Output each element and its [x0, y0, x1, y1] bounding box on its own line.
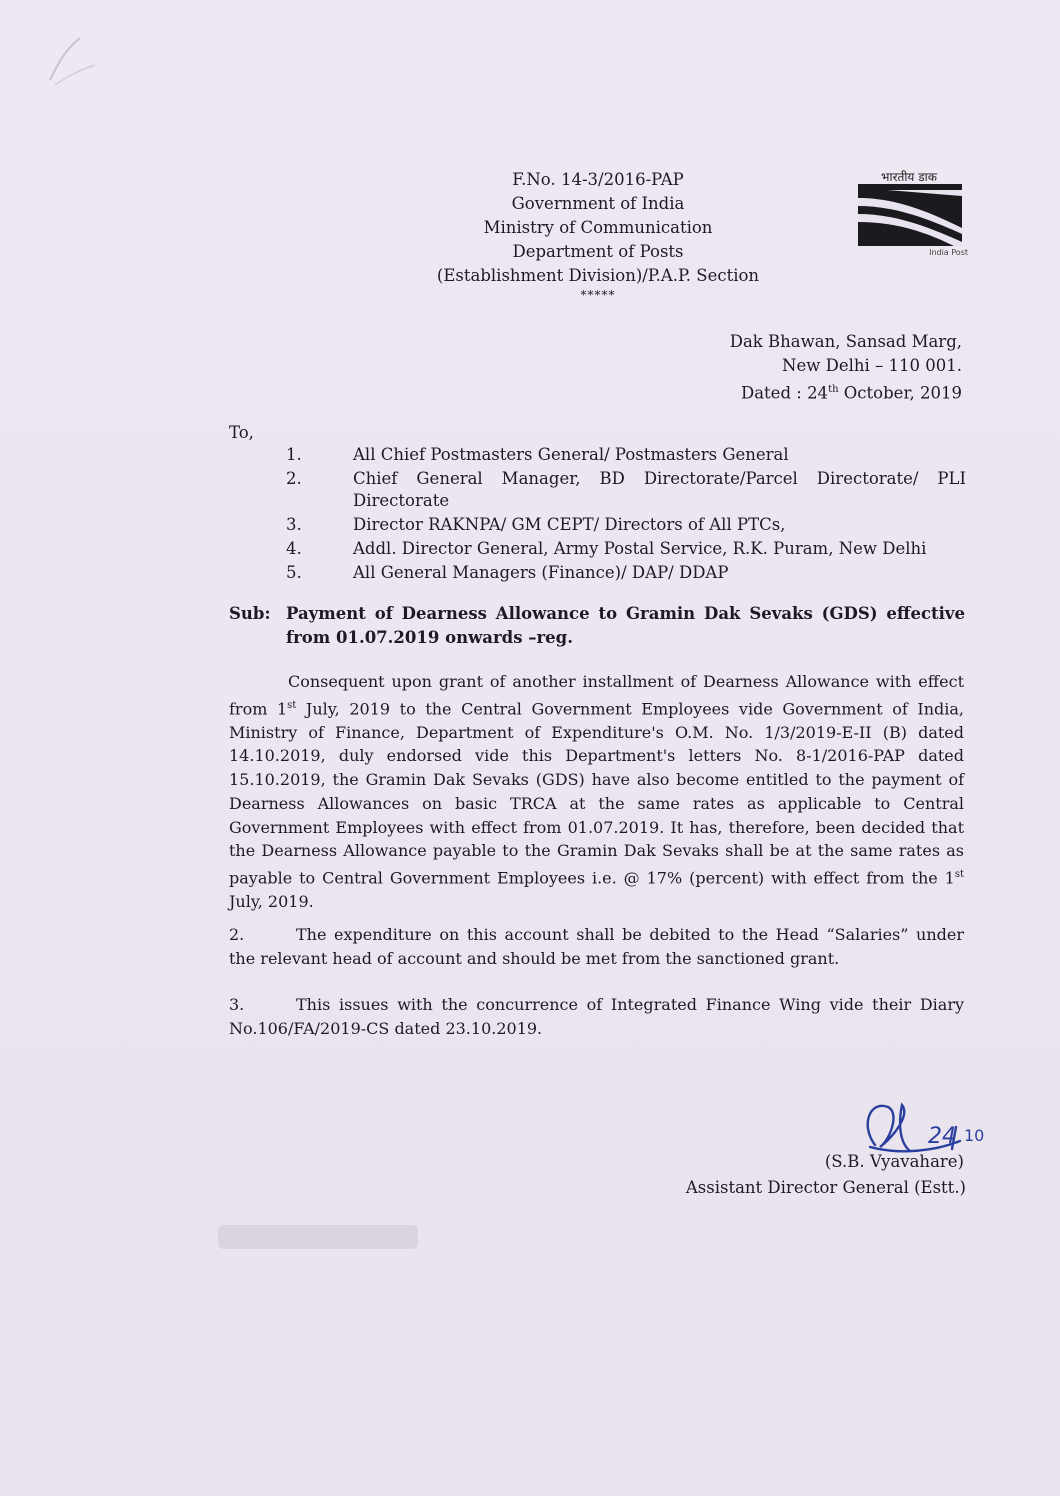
superscript-st: st — [954, 868, 964, 880]
paragraph-1 — [229, 670, 964, 914]
list-item — [286, 468, 966, 512]
subject-line — [229, 602, 965, 650]
date-suffix: th — [828, 384, 839, 395]
date-rest: October, 2019 — [843, 383, 962, 403]
recipient-number: 4. — [286, 539, 302, 558]
sender-address — [730, 330, 962, 406]
header-government: Government of India — [511, 194, 685, 213]
superscript-st: st — [287, 699, 297, 711]
logo-hindi-text: भारतीय डाक — [881, 170, 937, 184]
header-section: (Establishment Division)/P.A.P. Section — [436, 266, 760, 285]
subject-label: Sub: — [229, 604, 271, 623]
paragraph-3 — [229, 993, 964, 1040]
paragraph-2-text: The expenditure on this account shall be debited to the Head “Salaries” under the relevant head of account and should be met from the sanctioned grant. — [229, 925, 964, 968]
signature-date-number: 24 — [928, 1124, 956, 1149]
list-item — [286, 538, 966, 560]
recipient-text: All General Managers (Finance)/ DAP/ DDAP — [353, 563, 729, 582]
paragraph-number: 3. — [229, 995, 245, 1014]
paragraph-1-part-b: July, 2019 to the Central Government Employees vide Government of India, Ministry of Finance, Department of Expenditure's O.M. No. 1/3/2019-E-II (B) dated 14.10.2019, duly endorsed vide this Department's letters No. 8-1/2016-PAP dated 15.10.2019, the Gramin Dak Sevaks (GDS) have also become entitled to the payment of Dearness Allowances on basic TRCA at the same rates as applicable to Central Government Employees with effect from 01.07.2019. It has, therefore, been decided that the Dearness Allowance payable to the Gramin Dak Sevaks shall be at the same rates as payable to Central Government Employees i.e. @ 17% (percent) with effect from the 1 — [229, 699, 965, 888]
date-label: Dated : — [740, 383, 802, 403]
address-line-1: Dak Bhawan, Sansad Marg, — [729, 332, 962, 351]
subject-text: Payment of Dearness Allowance to Gramin Dak Sevaks (GDS) effective from 01.07.2019 onwards –reg. — [286, 604, 965, 647]
paragraph-1-part-c: July, 2019. — [229, 891, 314, 911]
header-department: Department of Posts — [512, 242, 684, 261]
signature-month-number: 10 — [964, 1126, 985, 1145]
recipient-text: Chief General Manager, BD Directorate/Parcel Directorate/ PLI Directorate — [353, 469, 966, 510]
paragraph-3-text: This issues with the concurrence of Integrated Finance Wing vide their Diary No.106/FA/2019-CS dated 23.10.2019. — [229, 995, 964, 1038]
stamp-smudge — [218, 1225, 418, 1249]
paragraph-2 — [229, 923, 964, 970]
list-item — [286, 562, 966, 584]
recipient-number: 1. — [286, 445, 302, 464]
address-line-2: New Delhi – 110 001. — [782, 356, 962, 375]
recipient-list — [286, 444, 966, 586]
list-item — [286, 514, 966, 536]
letter-header — [398, 168, 798, 302]
signatory-name: (S.B. Vyavahare) — [824, 1152, 964, 1171]
recipient-number: 3. — [286, 515, 302, 534]
logo-caption: India Post — [929, 248, 968, 257]
recipient-text: All Chief Postmasters General/ Postmasters General — [353, 445, 789, 464]
recipient-number: 5. — [286, 563, 302, 582]
header-stars: ***** — [580, 288, 616, 302]
to-label: To, — [229, 423, 254, 442]
paragraph-number: 2. — [229, 925, 245, 944]
recipient-text: Addl. Director General, Army Postal Service, R.K. Puram, New Delhi — [353, 539, 927, 558]
recipient-number: 2. — [286, 469, 302, 488]
india-post-logo — [846, 168, 972, 260]
recipient-text: Director RAKNPA/ GM CEPT/ Directors of All PTCs, — [353, 515, 786, 534]
list-item — [286, 444, 966, 466]
letter-date — [730, 378, 962, 406]
india-post-emblem-icon — [858, 184, 962, 246]
header-ministry: Ministry of Communication — [483, 218, 713, 237]
signatory-designation: Assistant Director General (Estt.) — [685, 1178, 966, 1197]
paragraph-1-part-a: Consequent upon grant of another installment of Dearness Allowance with effect from 1 — [229, 672, 964, 719]
file-number: F.No. 14-3/2016-PAP — [512, 170, 684, 189]
page-edge-smudge — [40, 30, 100, 90]
date-day: 24 — [807, 383, 829, 403]
